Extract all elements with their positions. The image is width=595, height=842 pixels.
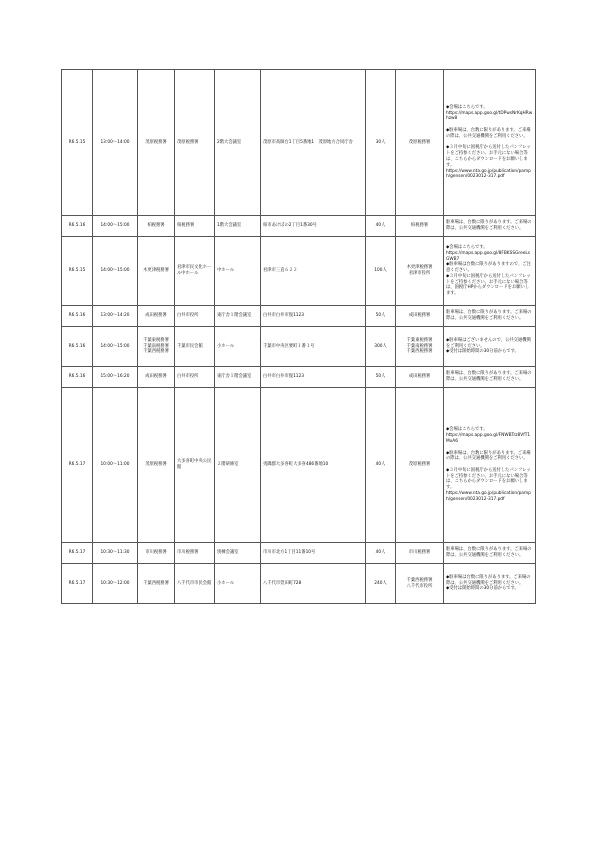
contact-cell: 成田税務署 [396,306,444,327]
address-cell: 白井市白井市復1123 [261,306,366,327]
date-cell: R6.5.16 [62,367,93,388]
date-cell: R6.5.17 [62,388,93,543]
address-cell: 八千代市萱田町728 [261,564,366,604]
organizer-cell: 市川税務署 [138,543,175,564]
organizer-cell: 柏税務署 [138,216,175,237]
capacity-cell: 50人 [366,306,396,327]
organizer-cell: 千葉西税務署 [138,564,175,604]
time-cell: 10:30～11:30 [93,543,138,564]
notes-cell: 駐車場は、台数に限りがあります。ご来場の際は、公共交通機関をご利用ください。 [444,543,536,564]
table-body [62,70,536,604]
organizer-cell: 茂原税務署 [138,388,175,543]
room-cell: 東庁舎１階会議室 [215,367,261,388]
organizer-cell: 成田税務署 [138,306,175,327]
address-cell: 千葉市中央区要町１番１号 [261,327,366,367]
date-cell: R6.5.15 [62,237,93,306]
contact-cell: 木更津税務署 君津市役所 [396,237,444,306]
notes-cell: 駐車場は、台数に限りがあります。ご来場の際は、公共交通機関をご利用ください。 [444,306,536,327]
organizer-cell: 木更津税務署 [138,237,175,306]
address-cell: 白井市白井市復1123 [261,367,366,388]
notes-cell: ◆会場はこちらです。 https://maps.app.goo.gl/FNWBTrz8VfT1MxA6 ◆駐車場は、台数に限りがあります。ご来場の際は、公共交通機関をご利用ください。 ◆３月中旬に国税庁から送付したパンフレットをご持参ください。お手元にない場合等は、こちらからダウンロードをお願いします。 https://www.nta.go.jp/publication/pamph/gensen/0023012-317.pdf [444,388,536,543]
contact-cell: 千葉西税務署 八千代市役所 [396,564,444,604]
date-cell: R6.5.16 [62,216,93,237]
table-row [62,564,536,604]
venue-cell: 八千代市市民会館 [175,564,215,604]
venue-cell: 柏税務署 [175,216,215,237]
contact-cell: 成田税務署 [396,367,444,388]
date-cell: R6.5.16 [62,306,93,327]
date-cell: R6.5.15 [62,70,93,216]
room-cell: 中ホール [215,237,261,306]
time-cell: 13:00～14:20 [93,306,138,327]
capacity-cell: 300人 [366,327,396,367]
organizer-cell: 茂原税務署 [138,70,175,216]
contact-cell: 茂原税務署 [396,388,444,543]
table-row [62,237,536,306]
table-row [62,327,536,367]
table-row [62,543,536,564]
table-row [62,388,536,543]
contact-cell: 千葉東税務署 千葉南税務署 千葉西税務署 [396,327,444,367]
notes-cell: 駐車場は、台数に限りがあります。ご来場の際は、公共交通機関をご利用ください。 [444,367,536,388]
table-row [62,306,536,327]
address-cell: 柏市あけぼの2丁目1番30号 [261,216,366,237]
address-cell: 夷隅郡大多喜町大多喜486番地10 [261,388,366,543]
date-cell: R6.5.17 [62,543,93,564]
time-cell: 14:00～15:00 [93,216,138,237]
capacity-cell: 40人 [366,388,396,543]
venue-cell: 市川税務署 [175,543,215,564]
seminar-schedule-table [61,69,536,604]
room-cell: 東庁舎１階会議室 [215,306,261,327]
notes-cell: ◆駐車場はございませんので、公共交通機関をご利用ください。 ◆受付は開始時間の30分前からです。 [444,327,536,367]
table-row [62,70,536,216]
table-row [62,216,536,237]
capacity-cell: 30人 [366,70,396,216]
date-cell: R6.5.16 [62,327,93,367]
notes-cell: ◆会場はこちらです。 https://maps.app.goo.gl/8FBKSSGreeLsGWB7 ◆駐車場は台数に限りがありますので、ご注意ください。 ◆３月中旬に国税庁から送付したパンフレットをご持参ください。お手元にない場合等は、国税庁HPからダウンロードをお願いします。 [444,237,536,306]
contact-cell: 柏税務署 [396,216,444,237]
room-cell: 1階大会議室 [215,216,261,237]
contact-cell: 茂原税務署 [396,70,444,216]
address-cell: 君津市三直６２２ [261,237,366,306]
notes-cell: ◆会場はこちらです。 https://maps.app.goo.gl/tDPwsNrKqHRwhzw8 ◆駐車場は、台数に限りがあります。ご来場の際は、公共交通機関をご利用ください。 ◆３月中旬に国税庁から送付したパンフレットをご持参ください。お手元にない場合等は、こちらからダウンロードをお願いします。 https://www.nta.go.jp/publication/pamph/gensen/0023012-317.pdf [444,70,536,216]
notes-cell: ◆駐車場は台数に限りがあります。ご来場の際は、公共交通機関をご利用ください。 ◆受付は開始時間の30分前からです。 [444,564,536,604]
date-cell: R6.5.17 [62,564,93,604]
room-cell: 別棟会議室 [215,543,261,564]
time-cell: 15:00～16:20 [93,367,138,388]
room-cell: ２階研修室 [215,388,261,543]
organizer-cell: 千葉東税務署 千葉南税務署 千葉西税務署 [138,327,175,367]
venue-cell: 白井市役所 [175,306,215,327]
time-cell: 10:00～11:00 [93,388,138,543]
organizer-cell: 成田税務署 [138,367,175,388]
capacity-cell: 100人 [366,237,396,306]
table-row [62,367,536,388]
address-cell: 市川市北方1丁目11番10号 [261,543,366,564]
room-cell: 小ホール [215,327,261,367]
room-cell: 小ホール [215,564,261,604]
venue-cell: 茂原税務署 [175,70,215,216]
venue-cell: 君津市民文化ホール中ホール [175,237,215,306]
capacity-cell: 40人 [366,216,396,237]
capacity-cell: 50人 [366,367,396,388]
time-cell: 10:30～12:00 [93,564,138,604]
venue-cell: 白井市役所 [175,367,215,388]
capacity-cell: 240人 [366,564,396,604]
contact-cell: 市川税務署 [396,543,444,564]
notes-cell: 駐車場は、台数に限りがあります。ご来場の際は、公共交通機関をご利用ください。 [444,216,536,237]
capacity-cell: 40人 [366,543,396,564]
venue-cell: 大多喜町中央公民館 [175,388,215,543]
time-cell: 14:00～15:00 [93,237,138,306]
room-cell: 2階大会議室 [215,70,261,216]
address-cell: 茂原市高師台1丁目5番地1 茂原地方合同庁舎 [261,70,366,216]
venue-cell: 千葉市民会館 [175,327,215,367]
time-cell: 14:00～15:00 [93,327,138,367]
time-cell: 13:00～14:00 [93,70,138,216]
